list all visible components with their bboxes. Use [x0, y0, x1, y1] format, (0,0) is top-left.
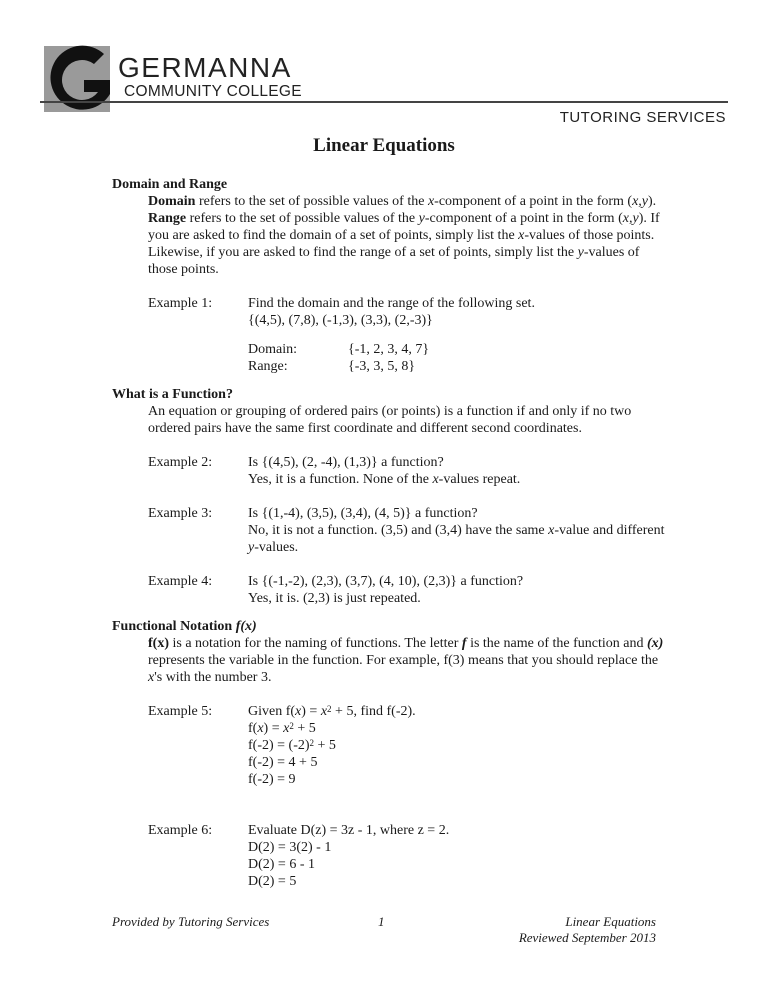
text: + 5 — [314, 738, 336, 753]
text: refers to the set of possible values of the — [195, 194, 428, 209]
page-number: 1 — [378, 914, 385, 929]
example-line: Is {(-1,-2), (2,3), (3,7), (4, 10), (2,3)} a function? — [248, 574, 524, 589]
exponent: 2 — [309, 738, 315, 748]
page-title: Linear Equations — [313, 135, 455, 156]
term: f(x) — [148, 636, 169, 651]
brand-name: GERMANNA — [118, 52, 292, 83]
example-label: Example 4: — [148, 574, 213, 589]
example-line: Is {(4,5), (2, -4), (1,3)} a function? — [248, 455, 444, 470]
example-label: Example 5: — [148, 704, 213, 719]
text: f(x) — [235, 619, 257, 634]
exponent: 2 — [289, 721, 294, 731]
text: Functional Notation — [112, 619, 236, 634]
text: + 5 — [293, 721, 316, 736]
domain-value: {-1, 2, 3, 4, 7} — [348, 342, 430, 357]
notation-paragraph — [148, 635, 672, 686]
header-rule — [40, 101, 728, 103]
example-2 — [148, 454, 672, 488]
example-5 — [148, 703, 672, 788]
text: -component of a point in the form ( — [424, 211, 623, 226]
text: f( — [248, 721, 258, 736]
var: y — [418, 211, 425, 226]
var: x,y — [632, 194, 649, 209]
example-line: D(2) = 5 — [248, 874, 297, 889]
example-line: Is {(1,-4), (3,5), (3,4), (4, 5)} a function? — [248, 506, 478, 521]
text: represents the variable in the function. For example, f(3) means that you should replace the — [148, 653, 659, 668]
var: x — [432, 472, 439, 487]
example-line: f(-2) = 9 — [248, 772, 296, 787]
example-label: Example 2: — [148, 455, 213, 470]
heading-function: What is a Function? — [112, 387, 233, 402]
text: refers to the set of possible values of the — [186, 211, 419, 226]
example-line — [248, 737, 672, 754]
text: ) = — [301, 704, 321, 719]
var: x — [257, 721, 264, 736]
range-key: Range: — [248, 359, 288, 374]
example-line: D(2) = 3(2) - 1 — [248, 840, 332, 855]
text: Given f( — [248, 704, 296, 719]
term-domain: Domain — [148, 194, 196, 209]
example-line: f(-2) = 4 + 5 — [248, 755, 318, 770]
text: 's with the number 3. — [154, 670, 272, 685]
example-line — [248, 522, 672, 556]
text: -values repeat. — [438, 472, 521, 487]
domain-paragraph — [148, 193, 672, 278]
text: No, it is not a function. (3,5) and (3,4) have the same — [248, 523, 549, 538]
footer-doc-title: Linear Equations — [565, 914, 656, 929]
text: f(-2) = (-2) — [248, 738, 310, 753]
brand-subtitle: COMMUNITY COLLEGE — [124, 83, 302, 100]
exponent: 2 — [327, 704, 332, 714]
example-line: Find the domain and the range of the following set. — [248, 296, 535, 311]
text: Yes, it is a function. None of the — [248, 472, 433, 487]
heading-notation — [112, 618, 672, 635]
text: -values of those points. — [148, 245, 640, 277]
example-label: Example 3: — [148, 506, 213, 521]
domain-key: Domain: — [248, 342, 297, 357]
department-name: TUTORING SERVICES — [559, 109, 726, 126]
term-range: Range — [148, 211, 187, 226]
text: ). — [648, 194, 657, 209]
text: -values. — [254, 540, 299, 555]
heading-domain-range: Domain and Range — [112, 177, 228, 192]
text: is a notation for the naming of functions. The letter — [169, 636, 462, 651]
example-1 — [148, 295, 672, 375]
example-3 — [148, 505, 672, 556]
term: (x) — [646, 636, 664, 651]
text: ) = — [263, 721, 284, 736]
footer-right — [519, 914, 656, 946]
function-paragraph: An equation or grouping of ordered pairs (or points) is a function if and only if no two ordered pairs have the same first coordinate and different second coordinates. — [148, 404, 632, 436]
example-line — [248, 720, 672, 737]
var: x,y — [622, 211, 639, 226]
example-line — [248, 471, 672, 488]
document-body — [112, 176, 672, 890]
example-line — [248, 703, 672, 720]
example-6 — [148, 822, 672, 890]
example-label: Example 1: — [148, 296, 213, 311]
text: is the name of the function and — [466, 636, 647, 651]
var: x — [427, 194, 435, 209]
text: + 5, find f(-2). — [331, 704, 416, 719]
var: x — [548, 523, 555, 538]
example-line: {(4,5), (7,8), (-1,3), (3,3), (2,-3)} — [248, 313, 433, 328]
var: x — [518, 228, 525, 243]
text: ). If you are asked to find the domain of a set of points, simply list the — [148, 211, 660, 243]
var: x — [295, 704, 302, 719]
var: x — [283, 721, 290, 736]
text: -value and different — [554, 523, 665, 538]
range-value: {-3, 3, 5, 8} — [348, 359, 416, 374]
var: y — [248, 540, 255, 555]
text: -values of those points. Likewise, if you are asked to find the range of a set of points, simply list the — [148, 228, 655, 260]
var: x — [148, 670, 155, 685]
example-label: Example 6: — [148, 823, 213, 838]
footer-reviewed: Reviewed September 2013 — [518, 930, 656, 945]
example-line: D(2) = 6 - 1 — [248, 857, 315, 872]
example-line: Evaluate D(z) = 3z - 1, where z = 2. — [248, 823, 450, 838]
example-line: Yes, it is. (2,3) is just repeated. — [248, 591, 421, 606]
text: -component of a point in the form ( — [434, 194, 633, 209]
var: x — [320, 704, 328, 719]
footer-left: Provided by Tutoring Services — [112, 914, 270, 929]
var: y — [577, 245, 584, 260]
example-4 — [148, 573, 672, 607]
term: f — [461, 636, 467, 651]
